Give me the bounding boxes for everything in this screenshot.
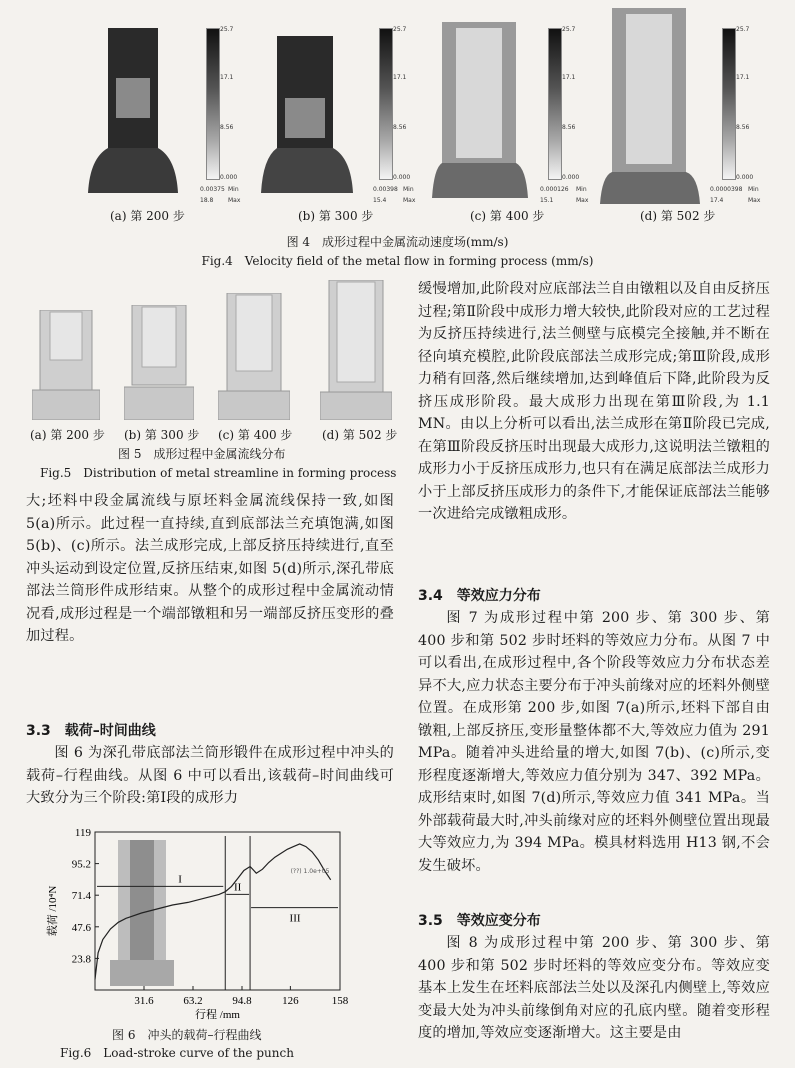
velocity-field-plot <box>80 8 200 208</box>
scale-bottom: 0.000 <box>393 174 411 181</box>
left-paragraph-1: 大;坯料中段金属流线与原坯料金属流线保持一致,如图 5(a)所示。此过程一直持续,直到底部法兰充填饱满,如图 5(b)、(c)所示。法兰成形完成,上部反挤压持续进行,直至冲头运动到设定位置,反挤压结束,如图 5(d)所示,深孔带底部法兰筒形件成形结束。从整个的成形过程中金属流动情况看,成形过程是一个端部镦粗和另一端部反挤压变形的叠加过程。 <box>26 493 394 644</box>
fig5-caption-cn: 图 5 成形过程中金属流线分布 <box>118 447 286 461</box>
scale-bottom: 0.000 <box>220 174 238 181</box>
fig4-label-c: (c) 第 400 步 <box>470 209 545 223</box>
fig4-panel-c <box>428 8 618 218</box>
scale-mid2: 8.56 <box>220 124 234 131</box>
fig4-label-b: (b) 第 300 步 <box>298 209 374 223</box>
fig6-caption-cn: 图 6 冲头的载荷–行程曲线 <box>112 1028 262 1042</box>
inset-note: (??) 1.0e+05 <box>290 868 330 876</box>
scale-bottom: 0.000 <box>562 174 580 181</box>
fig4-panel-d <box>598 8 788 218</box>
min-label: Min <box>748 186 759 193</box>
scale-bottom: 0.000 <box>736 174 754 181</box>
fig6-caption-en: Fig.6 Load-stroke curve of the punch <box>60 1046 294 1060</box>
scale-top: 25.7 <box>393 26 407 33</box>
scale-mid2: 8.56 <box>736 124 750 131</box>
scale-mid1: 17.1 <box>562 74 576 81</box>
section-heading-3-5: 3.5 等效应变分布 <box>418 913 541 929</box>
streamline-plot-c <box>218 293 290 420</box>
max-label: Max <box>748 197 761 204</box>
min-value: 0.000126 <box>540 186 569 193</box>
right-paragraph-1: 缓慢增加,此阶段对应底部法兰自由镦粗以及自由反挤压过程;第Ⅱ阶段中成形力增大较快,此阶段对应的工艺过程为反挤压持续进行,法兰侧壁与底模完全接触,并不断在径向填充模腔,此阶段底部法兰成形完成;第Ⅲ阶段,成形力稍有回落,然后继续增加,达到峰值后下降,此阶段为反挤压成形阶段。最大成形力出现在第Ⅲ阶段,为 1.1 MN。由以上分析可以看出,法兰成形在第Ⅱ阶段已完成,在第Ⅲ阶段反挤压时出现最大成形力,这说明法兰镦粗的成形力小于反挤压成形力,也只有在满足底部法兰成形力小于上部反挤压成形力的条件下,才能保证底部法兰能够一次进给完成镦粗成形。 <box>418 281 770 522</box>
min-label: Min <box>228 186 239 193</box>
scale-top: 25.7 <box>220 26 234 33</box>
colorbar <box>548 28 562 180</box>
scale-mid1: 17.1 <box>393 74 407 81</box>
scale-mid2: 8.56 <box>562 124 576 131</box>
max-value: 15.4 <box>373 197 387 204</box>
inset-punch-core <box>130 840 154 960</box>
max-label: Max <box>576 197 589 204</box>
min-value: 0.00375 <box>200 186 225 193</box>
fig5-caption-en: Fig.5 Distribution of metal streamline in forming process <box>40 466 397 480</box>
max-label: Max <box>403 197 416 204</box>
y-tick-label: 47.6 <box>71 921 91 934</box>
fig4-panel-b <box>255 8 445 218</box>
max-value: 18.8 <box>200 197 214 204</box>
fig4-caption-cn: 图 4 成形过程中金属流动速度场(mm/s) <box>286 235 509 249</box>
fig4-panel-a <box>80 8 270 218</box>
streamline-plot-d <box>320 280 392 420</box>
y-axis-label: 载荷 /10⁴N <box>47 885 59 937</box>
min-value: 0.00398 <box>373 186 398 193</box>
fig5-label-d: (d) 第 502 步 <box>322 428 398 442</box>
stage-3-label: III <box>289 912 301 925</box>
chart-labels <box>45 827 349 1020</box>
min-value: 0.0000398 <box>710 186 743 193</box>
fig5-label-b: (b) 第 300 步 <box>124 428 200 442</box>
scale-mid2: 8.56 <box>393 124 407 131</box>
right-paragraph-3: 图 8 为成形过程中第 200 步、第 300 步、第 400 步和第 502 步时坯料的等效应变分布。等效应变基本上发生在坯料底部法兰处以及深孔内侧壁上,等效应变最大处为冲头前缘倒角对应的孔底内壁。随着变形程度的增加,等效应变逐渐增大。这主要是由 <box>418 935 770 1041</box>
colorbar <box>379 28 393 180</box>
y-tick-label: 23.8 <box>71 953 91 966</box>
x-axis-label: 行程 /mm <box>195 1009 240 1020</box>
streamline-plot-b <box>124 305 194 420</box>
load-stroke-chart <box>20 820 360 1020</box>
streamline-plot-a <box>32 310 100 420</box>
x-tick-label: 31.6 <box>134 995 154 1007</box>
section-heading-3-4: 3.4 等效应力分布 <box>418 588 541 604</box>
x-tick-label: 94.8 <box>232 995 252 1007</box>
fig5-label-a: (a) 第 200 步 <box>30 428 105 442</box>
max-label: Max <box>228 197 241 204</box>
x-tick-label: 158 <box>331 995 349 1007</box>
scale-mid1: 17.1 <box>736 74 750 81</box>
left-paragraph-2: 图 6 为深孔带底部法兰筒形锻件在成形过程中冲头的载荷–行程曲线。从图 6 中可以看出,该载荷–时间曲线可大致分为三个阶段:第Ⅰ段的成形力 <box>26 745 394 806</box>
velocity-field-plot <box>598 8 718 208</box>
inset-flange <box>110 960 174 986</box>
fig4-label-d: (d) 第 502 步 <box>640 209 716 223</box>
min-label: Min <box>576 186 587 193</box>
scale-top: 25.7 <box>736 26 750 33</box>
x-tick-label: 63.2 <box>183 995 203 1007</box>
section-heading-3-3: 3.3 载荷–时间曲线 <box>26 723 156 739</box>
y-tick-label: 119 <box>74 827 91 839</box>
fig4-caption-en: Fig.4 Velocity field of the metal flow in forming process (mm/s) <box>201 254 594 268</box>
max-value: 15.1 <box>540 197 554 204</box>
stage-2-label: II <box>233 881 242 894</box>
scale-top: 25.7 <box>562 26 576 33</box>
colorbar <box>206 28 220 180</box>
fig5-label-c: (c) 第 400 步 <box>218 428 293 442</box>
max-value: 17.4 <box>710 197 724 204</box>
y-tick-label: 71.4 <box>71 890 91 903</box>
velocity-field-plot <box>255 8 375 208</box>
min-label: Min <box>403 186 414 193</box>
scale-mid1: 17.1 <box>220 74 234 81</box>
y-tick-label: 95.2 <box>71 858 91 871</box>
x-tick-label: 126 <box>282 995 299 1007</box>
velocity-field-plot <box>428 8 548 208</box>
colorbar <box>722 28 736 180</box>
right-paragraph-2: 图 7 为成形过程中第 200 步、第 300 步、第 400 步和第 502 步时坯料的等效应力分布。从图 7 中可以看出,在成形过程中,各个阶段等效应力分布状态差异不大,应力状态主要分布于冲头前缘对应的坯料外侧壁位置。在成形第 200 步,如图 7(a)所示,坯料下部自由镦粗,上部反挤压,变形量整体都不大,等效应力值为 291 MPa。随着冲头进给量的增大,如图 7(b)、(c)所示,变形程度逐渐增大,等效应力值分别为 347、392 MPa。成形结束时,如图 7(d)所示,等效应力值 341 MPa。当外部载荷最大时,冲头前缘对应的坯料外侧壁位置出现最大等效应力,为 394 MPa。模具材料选用 H13 钢,不会发生破坏。 <box>418 610 770 874</box>
fig4-label-a: (a) 第 200 步 <box>110 209 185 223</box>
stage-1-label: I <box>178 873 182 886</box>
